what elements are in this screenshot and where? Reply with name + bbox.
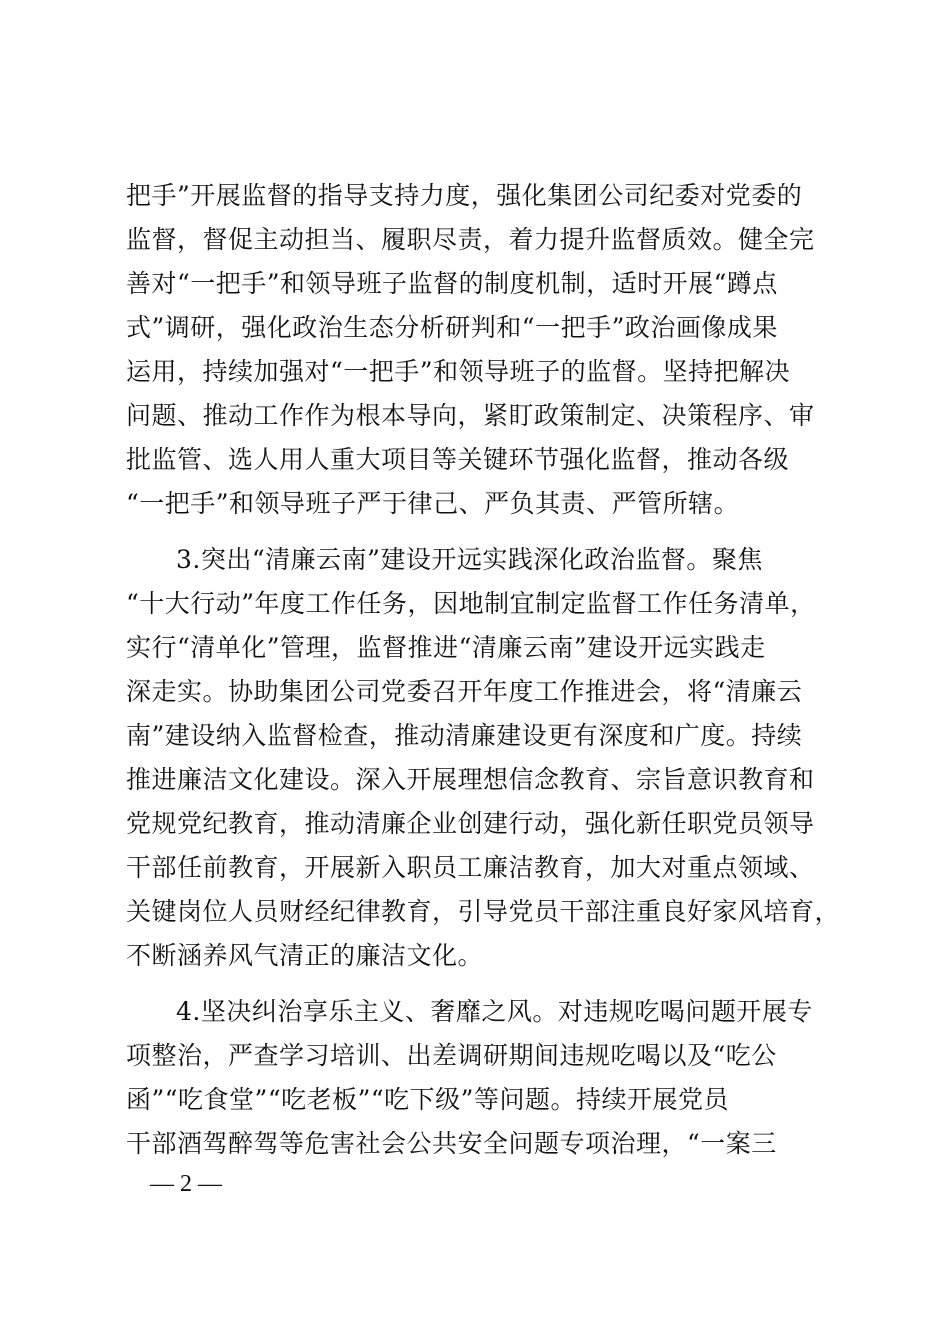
text-line: 批监管、选人用人重大项目等关键环节强化监督，推动各级 — [126, 445, 790, 474]
text-line: 干部酒驾醉驾等危害社会公共安全问题专项治理，“一案三 — [126, 1129, 777, 1158]
text-line: 深走实。协助集团公司党委召开年度工作推进会，将“清廉云 — [126, 677, 803, 706]
text-line: 推进廉洁文化建设。深入开展理想信念教育、宗旨意识教育和 — [126, 765, 815, 794]
text-line: 函”“吃食堂”“吃老板”“吃下级”等问题。持续开展党员 — [126, 1085, 729, 1114]
text-line: 干部任前教育，开展新入职员工廉洁教育，加大对重点领域、 — [126, 853, 815, 882]
page-number: — 2 — — [150, 1171, 222, 1197]
text-line: 监督，督促主动担当、履职尽责，着力提升监督质效。健全完 — [126, 225, 815, 254]
text-line: 式”调研，强化政治生态分析研判和“一把手”政治画像成果 — [126, 313, 778, 342]
text-line: 把手”开展监督的指导支持力度，强化集团公司纪委对党委的 — [126, 181, 803, 210]
text-line: “一把手”和领导班子严于律己、严负其责、严管所辖。 — [126, 489, 740, 518]
paragraph-heading: 3.突出“清廉云南”建设开远实践深化政治监督。聚焦 — [176, 545, 763, 574]
text-line: 关键岗位人员财经纪律教育，引导党员干部注重良好家风培育， — [126, 897, 841, 926]
text-line: 南”建设纳入监督检查，推动清廉建设更有深度和广度。持续 — [126, 721, 803, 750]
text-line: 善对“一把手”和领导班子监督的制度机制，适时开展“蹲点 — [126, 269, 778, 298]
text-line: 党规党纪教育，推动清廉企业创建行动，强化新任职党员领导 — [126, 809, 815, 838]
text-line: 实行“清单化”管理，监督推进“清廉云南”建设开远实践走 — [126, 633, 766, 662]
text-line: 项整治，严查学习培训、出差调研期间违规吃喝以及“吃公 — [126, 1041, 777, 1070]
paragraph-heading: 4.坚决纠治享乐主义、奢靡之风。对违规吃喝问题开展专 — [176, 997, 813, 1026]
text-line: 不断涵养风气清正的廉洁文化。 — [126, 941, 484, 970]
text-line: 问题、推动工作作为根本导向，紧盯政策制定、决策程序、审 — [126, 401, 815, 430]
text-line: “十大行动”年度工作任务，因地制宜制定监督工作任务清单， — [126, 589, 816, 618]
text-line: 运用，持续加强对“一把手”和领导班子的监督。坚持把解决 — [126, 357, 791, 386]
